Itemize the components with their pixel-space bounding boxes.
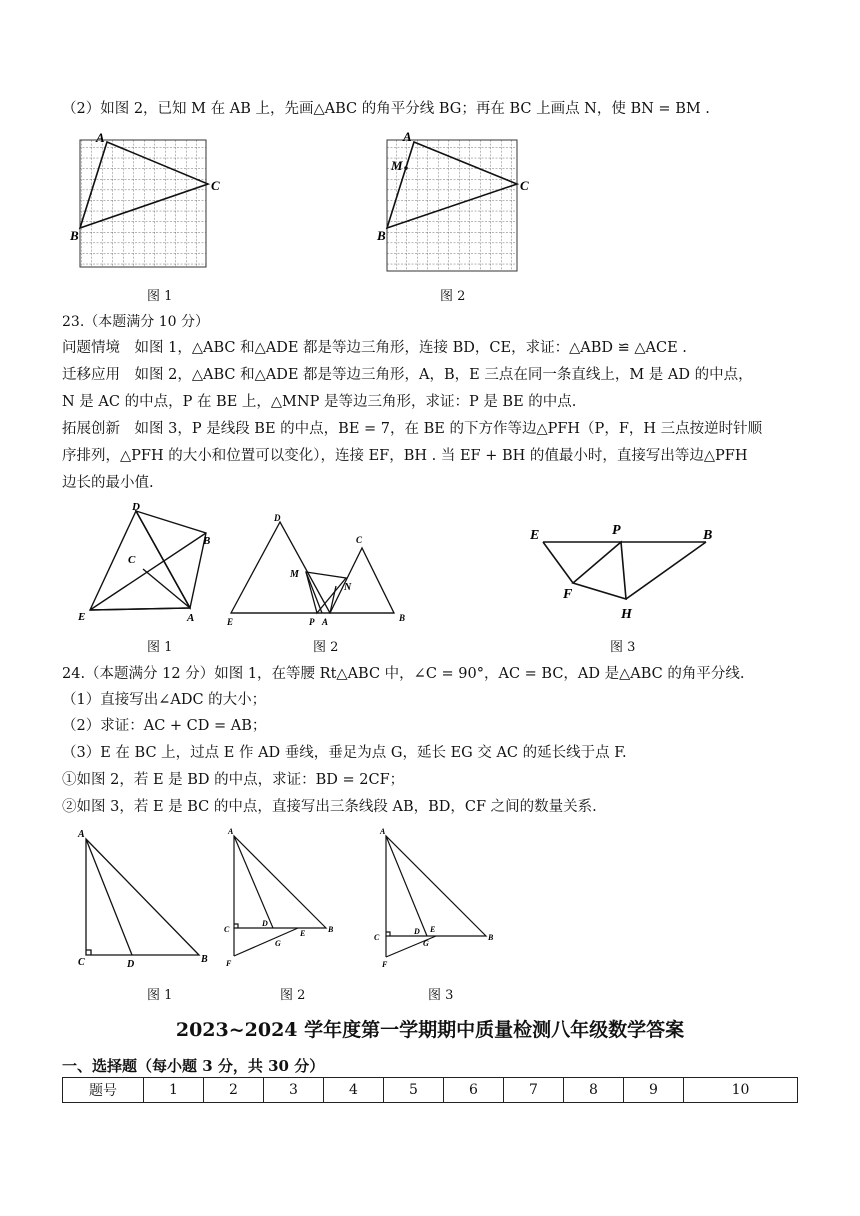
grid-figure-1 [69, 130, 220, 267]
section-heading: 一、选择题（每小题 3 分，共 30 分） [62, 1057, 325, 1075]
q24-line-1: 24.（本题满分 12 分）如图 1，在等腰 Rt△ABC 中，∠C = 90°，AC = BC，AD 是△ABC 的角平分线. [62, 666, 745, 682]
q24-line-6: ②如图 3，若 E 是 BC 的中点，直接写出三条线段 AB，BD，CF 之间的数量关系. [62, 799, 597, 815]
q22-caption-1: 图 1 [147, 289, 173, 304]
q24-fig3-label-D: D [414, 927, 420, 936]
table-cell: 10 [684, 1078, 798, 1103]
q24-fig2-label-A: A [228, 827, 234, 836]
table-cell: 3 [264, 1078, 324, 1103]
q23-header: 23.（本题满分 10 分） [62, 314, 209, 330]
q23-fig2-label-P: P [309, 617, 315, 627]
q23-line-3: N 是 AC 的中点，P 在 BE 上，△MNP 是等边三角形，求证：P 是 BE 的中点. [62, 394, 577, 410]
q22-part2-text: （2）如图 2，已知 M 在 AB 上，先画△ABC 的角平分线 BG；再在 BC 上画点 N，使 BN = BM . [62, 101, 710, 117]
q23-line-4: 拓展创新 如图 3，P 是线段 BE 的中点，BE = 7，在 BE 的下方作等边△PFH（P，F，H 三点按逆时针顺 [62, 421, 763, 437]
q23-fig2-label-A: A [322, 617, 329, 627]
q24-fig2-label-B: B [328, 925, 334, 934]
table-cell: 7 [504, 1078, 564, 1103]
q24-line-2: （1）直接写出∠ADC 的大小； [62, 692, 267, 708]
q24-fig1-label-C: C [78, 957, 85, 968]
q23-fig2-label-D: D [274, 513, 281, 523]
q24-fig3-label-B: B [488, 933, 494, 942]
q23-caption-1: 图 1 [147, 640, 173, 655]
fig1-label-C: C [211, 178, 220, 193]
q24-fig2-label-G: G [275, 939, 281, 948]
q22-figures [60, 126, 580, 286]
q23-fig2-label-C: C [356, 535, 363, 545]
fig2-label-M: M [391, 158, 403, 173]
q24-fig2-label-E: E [300, 929, 306, 938]
q23-line-6: 边长的最小值. [62, 475, 154, 491]
answer-title: 2023~2024 学年度第一学期期中质量检测八年级数学答案 [175, 1019, 685, 1041]
q24-caption-1: 图 1 [147, 988, 173, 1003]
q24-fig1-label-D: D [127, 959, 135, 970]
q22-caption-2: 图 2 [440, 289, 466, 304]
q23-fig2-label-E: E [227, 617, 234, 627]
q23-line-1: 问题情境 如图 1，△ABC 和△ADE 都是等边三角形，连接 BD，CE，求证：△ABD ≌ △ACE . [62, 340, 687, 356]
q23-line-2: 迁移应用 如图 2，△ABC 和△ADE 都是等边三角形，A，B，E 三点在同一条直线上，M 是 AD 的中点， [62, 367, 753, 383]
q24-caption-3: 图 3 [428, 988, 454, 1003]
q24-fig3-label-C: C [374, 933, 380, 942]
q24-fig2-label-C: C [224, 925, 230, 934]
q23-fig3-label-H: H [621, 607, 632, 622]
table-cell: 8 [564, 1078, 624, 1103]
q23-figures [66, 497, 746, 632]
q23-fig1-label-C: C [128, 554, 136, 566]
q23-fig1-label-B: B [203, 535, 211, 547]
table-cell: 5 [384, 1078, 444, 1103]
fig1-label-B: B [70, 228, 79, 243]
q24-fig3-label-A: A [380, 827, 386, 836]
q23-fig3-label-F: F [563, 587, 573, 602]
table-cell: 1 [144, 1078, 204, 1103]
q24-figure-3 [386, 836, 486, 957]
q24-fig3-label-G: G [423, 939, 429, 948]
q24-fig3-label-E: E [430, 925, 436, 934]
q23-fig1-label-D: D [132, 501, 140, 513]
q23-caption-2: 图 2 [313, 640, 339, 655]
q24-fig2-label-D: D [262, 919, 268, 928]
fig2-label-C: C [520, 178, 529, 193]
q23-fig3-label-E: E [530, 528, 540, 543]
table-cell: 4 [324, 1078, 384, 1103]
q23-line-5: 序排列，△PFH 的大小和位置可以变化），连接 EF，BH . 当 EF + BH 的值最小时，直接写出等边△PFH [62, 448, 748, 464]
fig2-label-A: A [403, 129, 412, 144]
q23-fig2-label-B: B [399, 613, 406, 623]
q24-figure-1 [86, 839, 199, 955]
q24-figure-2 [234, 836, 326, 956]
q23-fig2-label-M: M [290, 569, 299, 580]
answer-table [62, 1077, 798, 1103]
table-cell: 2 [204, 1078, 264, 1103]
fig2-label-B: B [377, 228, 386, 243]
q23-fig1-label-E: E [78, 611, 86, 623]
q24-line-5: ①如图 2，若 E 是 BD 的中点，求证：BD = 2CF； [62, 772, 405, 788]
q23-fig3-label-B: B [703, 528, 713, 543]
q24-line-3: （2）求证：AC + CD = AB； [62, 718, 267, 734]
q24-fig1-label-A: A [78, 829, 85, 840]
q23-fig3-label-P: P [612, 523, 621, 538]
q24-caption-2: 图 2 [280, 988, 306, 1003]
fig1-label-A: A [96, 130, 105, 145]
table-cell: 6 [444, 1078, 504, 1103]
q24-fig1-label-B: B [201, 954, 208, 965]
q23-caption-3: 图 3 [610, 640, 636, 655]
q24-fig3-label-F: F [382, 960, 388, 969]
table-header-cell: 题号 [63, 1078, 144, 1103]
q24-figures [66, 825, 516, 975]
q23-fig1-label-A: A [187, 612, 195, 624]
q24-line-4: （3）E 在 BC 上，过点 E 作 AD 垂线，垂足为点 G，延长 EG 交 AC 的延长线于点 F. [62, 745, 627, 761]
grid-figure-2 [376, 129, 529, 271]
q23-figure-1 [90, 511, 206, 610]
q24-fig2-label-F: F [226, 959, 232, 968]
q23-figure-2 [231, 522, 394, 613]
table-cell: 9 [624, 1078, 684, 1103]
q23-fig2-label-N: N [344, 582, 352, 593]
